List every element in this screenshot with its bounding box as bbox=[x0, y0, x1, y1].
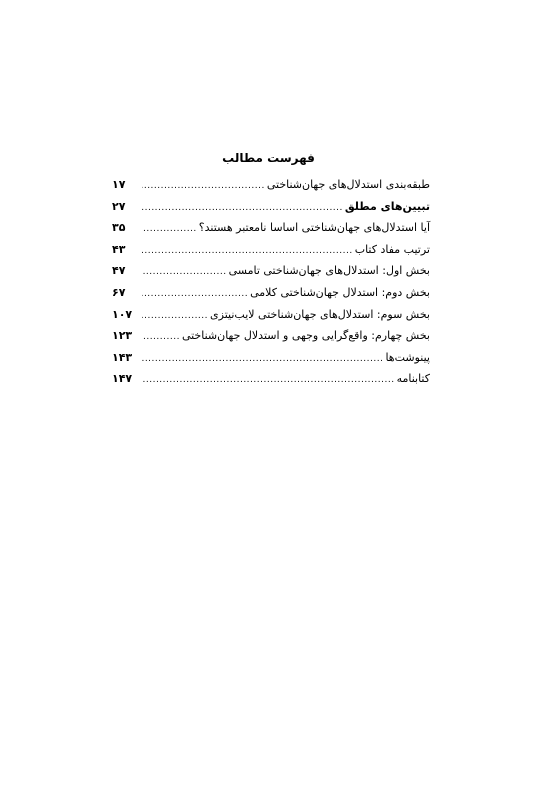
toc-leader-dots bbox=[142, 241, 353, 263]
toc-entry-label: آیا استدلال‌های جهان‌شناختی اساسا نامعتبر هستند؟ bbox=[198, 221, 430, 235]
toc-entry-label: بخش دوم: استدلال جهان‌شناختی کلامی bbox=[250, 285, 430, 299]
toc-entry-label: ترتیب مفاد کتاب bbox=[354, 242, 430, 256]
toc-leader-dots bbox=[142, 370, 395, 392]
toc-leader-dots bbox=[142, 306, 208, 328]
toc-entry-page: ۳۵ bbox=[112, 221, 126, 235]
toc-entry bbox=[112, 368, 430, 390]
toc-leader-dots bbox=[142, 262, 227, 284]
toc-entry-label: بخش چهارم: واقع‌گرایی وجهی و استدلال جهان‌شناختی bbox=[181, 329, 430, 343]
toc-leader-dots bbox=[142, 198, 343, 220]
toc-entry bbox=[112, 304, 430, 326]
toc-entry-page: ۴۳ bbox=[112, 242, 126, 256]
toc-entry bbox=[112, 196, 430, 218]
toc-title: فهرست مطالب bbox=[222, 151, 315, 165]
toc-entry-page: ۱۷ bbox=[112, 178, 126, 191]
toc-leader-dots bbox=[142, 327, 180, 349]
toc-entry-page: ۱۲۳ bbox=[112, 329, 133, 343]
toc-leader-dots bbox=[142, 176, 265, 198]
toc-entry-label: پینوشت‌ها bbox=[385, 350, 430, 364]
toc-entry-page: ۶۷ bbox=[112, 285, 126, 299]
toc-entry bbox=[112, 260, 430, 282]
toc-entry-page: ۱۴۷ bbox=[112, 372, 133, 386]
toc-entry-page: ۲۷ bbox=[112, 199, 126, 213]
toc-entry bbox=[112, 347, 430, 369]
toc-entry-label: بخش سوم: استدلال‌های جهان‌شناختی لایب‌نیتزی bbox=[210, 307, 430, 321]
toc-entry bbox=[112, 239, 430, 261]
toc-entry-label: کتابنامه bbox=[396, 372, 430, 386]
toc-leader-dots bbox=[142, 284, 248, 306]
toc-leader-dots bbox=[142, 349, 383, 371]
toc-entry-page: ۱۴۳ bbox=[112, 350, 133, 364]
table-of-contents bbox=[112, 174, 430, 390]
toc-entry-label: طبقه‌بندی استدلال‌های جهان‌شناختی bbox=[266, 178, 430, 191]
toc-entry bbox=[112, 282, 430, 304]
toc-entry bbox=[112, 217, 430, 239]
toc-entry-page: ۴۷ bbox=[112, 264, 126, 278]
toc-entry-label: بخش اول: استدلال‌های جهان‌شناختی تامسی bbox=[228, 264, 430, 278]
toc-entry bbox=[112, 325, 430, 347]
toc-entry bbox=[112, 174, 430, 196]
toc-entry-label: تبیین‌های مطلق bbox=[344, 199, 430, 213]
toc-entry-page: ۱۰۷ bbox=[112, 307, 133, 321]
toc-leader-dots bbox=[142, 219, 197, 241]
